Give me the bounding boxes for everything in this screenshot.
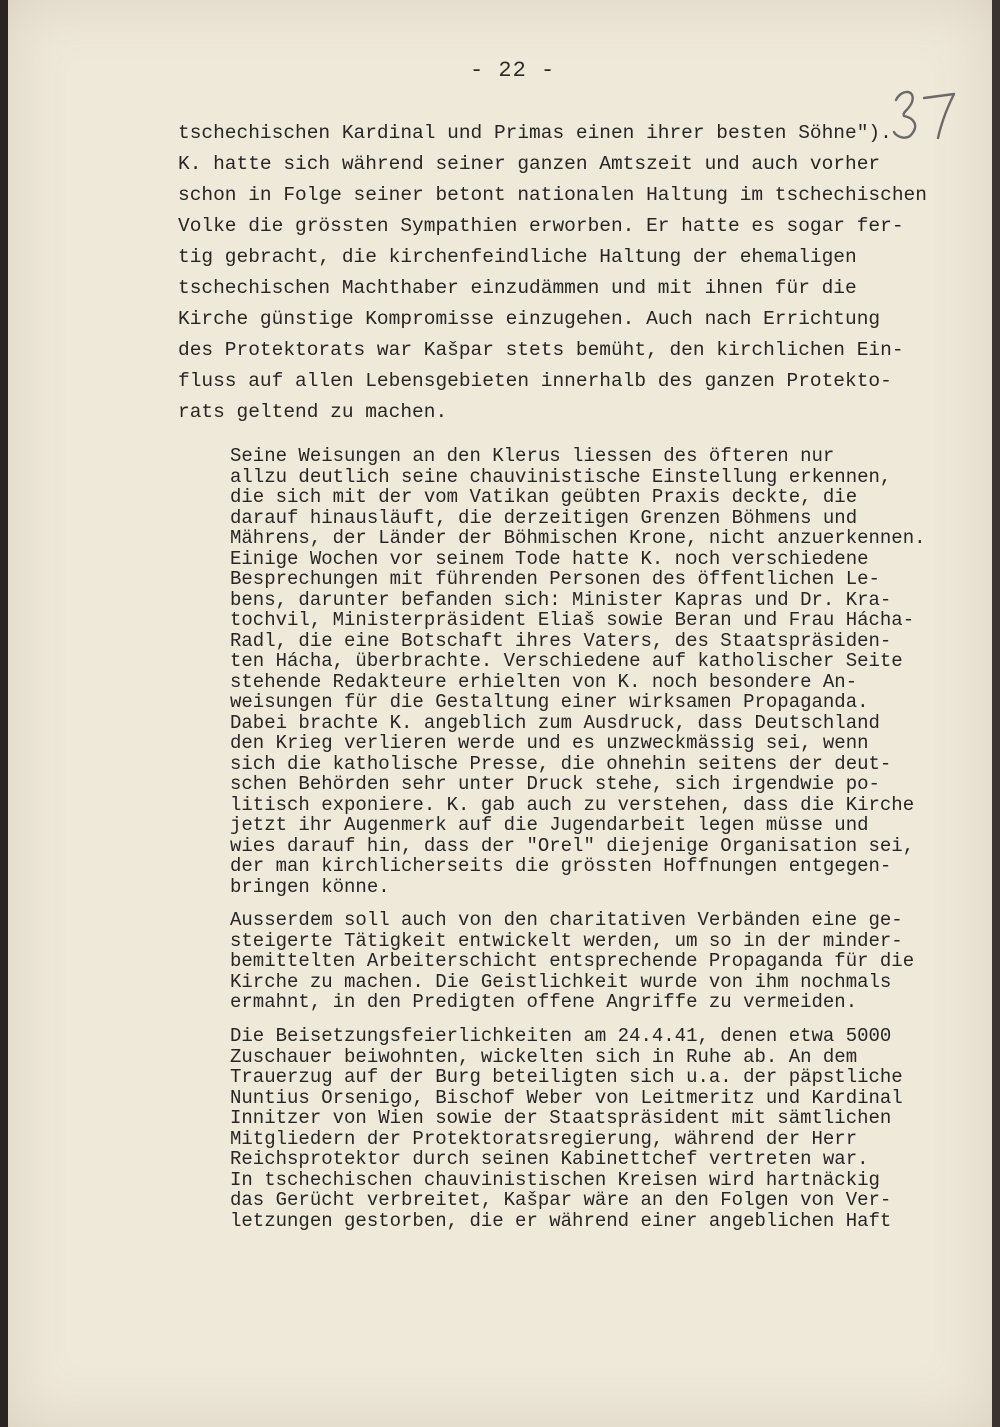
text-line: Volke die grössten Sympathien erworben. Er hatte es sogar fer- [178, 215, 904, 237]
text-line: tschechischen Kardinal und Primas einen ihrer besten Söhne"). [178, 122, 892, 144]
paragraph-4 [230, 1026, 903, 1231]
text-line: Dabei brachte K. angeblich zum Ausdruck, dass Deutschland [230, 711, 880, 734]
text-line: bemittelten Arbeiterschicht entsprechende Propaganda für die [230, 950, 915, 972]
text-line: die sich mit der vom Vatikan geübten Praxis deckte, die [230, 486, 858, 508]
text-line: schon in Folge seiner betont nationalen Haltung im tschechischen [178, 184, 927, 206]
text-line: Reichsprotektor durch seinen Kabinettchef vertreten war. [230, 1148, 869, 1170]
text-line: Ausserdem soll auch von den charitativen Verbänden eine ge- [230, 909, 903, 931]
text-line: wies darauf hin, dass der "Orel" diejenige Organisation sei, [230, 834, 915, 857]
page-number: - 22 - [470, 58, 556, 83]
paragraph-3 [230, 910, 914, 1013]
text-line: bens, darunter befanden sich: Minister Kapras und Dr. Kra- [230, 588, 892, 611]
text-line: schen Behörden sehr unter Druck stehe, sich irgendwie po- [230, 773, 880, 795]
text-line: letzungen gestorben, die er während einer angeblichen Haft [230, 1209, 892, 1232]
text-line: bringen könne. [230, 875, 390, 898]
text-line: fluss auf allen Lebensgebieten innerhalb des ganzen Protekto- [178, 370, 892, 392]
text-line: Nuntius Orsenigo, Bischof Weber von Leitmeritz und Kardinal [230, 1086, 903, 1109]
document-page [8, 0, 992, 1427]
page-edge-shadow [992, 0, 1000, 1427]
text-line: darauf hinausläuft, die derzeitigen Grenzen Böhmens und [230, 506, 858, 529]
paragraph-2 [230, 446, 926, 897]
text-line: Trauerzug auf der Burg beteiligten sich u.a. der päpstliche [230, 1066, 903, 1088]
text-line: steigerte Tätigkeit entwickelt werden, um so in der minder- [230, 929, 903, 952]
text-line: K. hatte sich während seiner ganzen Amtszeit und auch vorher [178, 153, 881, 175]
text-line: sich die katholische Presse, die ohnehin seitens der deut- [230, 752, 892, 775]
text-line: stehende Redakteure erhielten von K. noch besondere An- [230, 670, 858, 693]
text-line: ermahnt, in den Predigten offene Angriffe zu vermeiden. [230, 991, 858, 1013]
text-line: der man kirchlicherseits die grössten Hoffnungen entgegen- [230, 855, 892, 877]
text-line: Kirche zu machen. Die Geistlichkeit wurde von ihm nochmals [230, 970, 892, 993]
text-line: jetzt ihr Augenmerk auf die Jugendarbeit legen müsse und [230, 814, 869, 836]
text-line: das Gerücht verbreitet, Kašpar wäre an den Folgen von Ver- [230, 1189, 892, 1211]
text-line: tschechischen Machthaber einzudämmen und mit ihnen für die [178, 277, 857, 299]
text-line: Mitgliedern der Protektoratsregierung, während der Herr [230, 1127, 858, 1150]
text-line: Kirche günstige Kompromisse einzugehen. Auch nach Errichtung [178, 308, 881, 330]
text-line: Besprechungen mit führenden Personen des öffentlichen Le- [230, 568, 880, 590]
text-line: den Krieg verlieren werde und es unzweckmässig sei, wenn [230, 732, 869, 754]
text-line: Die Beisetzungsfeierlichkeiten am 24.4.41, denen etwa 5000 [230, 1025, 892, 1047]
text-line: Zuschauer beiwohnten, wickelten sich in Ruhe ab. An dem [230, 1045, 858, 1068]
text-line: litisch exponiere. K. gab auch zu verstehen, dass die Kirche [230, 793, 915, 816]
text-line: Mährens, der Länder der Böhmischen Krone, nicht anzuerkennen. [230, 527, 926, 549]
text-line: Innitzer von Wien sowie der Staatspräsident mit sämtlichen [230, 1107, 892, 1129]
text-line: rats geltend zu machen. [178, 401, 448, 423]
text-line: Seine Weisungen an den Klerus liessen des öfteren nur [230, 445, 835, 467]
paragraph-1 [178, 118, 927, 428]
text-line: Radl, die eine Botschaft ihres Vaters, des Staatspräsiden- [230, 629, 892, 652]
text-line: In tschechischen chauvinistischen Kreisen wird hartnäckig [230, 1168, 880, 1191]
text-line: ten Hácha, überbrachte. Verschiedene auf katholischer Seite [230, 650, 903, 672]
text-line: weisungen für die Gestaltung einer wirksamen Propaganda. [230, 691, 869, 713]
text-line: des Protektorats war Kašpar stets bemüht, den kirchlichen Ein- [178, 339, 904, 361]
text-line: tochvil, Ministerpräsident Eliaš sowie Beran und Frau Hácha- [230, 609, 915, 631]
text-line: allzu deutlich seine chauvinistische Einstellung erkennen, [230, 465, 892, 488]
text-line: Einige Wochen vor seinem Tode hatte K. noch verschiedene [230, 547, 869, 570]
text-line: tig gebracht, die kirchenfeindliche Haltung der ehemaligen [178, 246, 857, 268]
